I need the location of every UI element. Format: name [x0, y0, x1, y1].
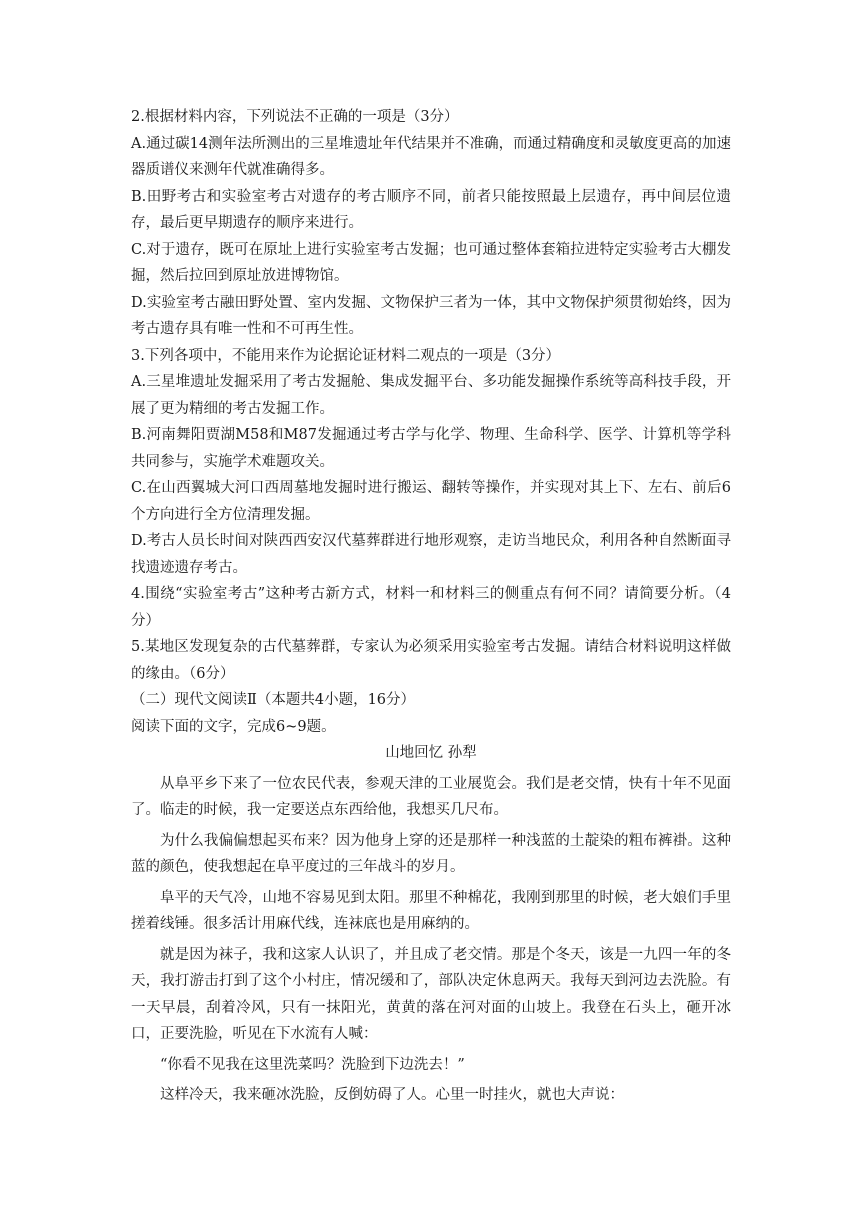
story-paragraph: 这样冷天，我来砸冰洗脸，反倒妨碍了人。心里一时挂火，就也大声说： [160, 1087, 624, 1103]
option-3c: C.在山西翼城大河口西周墓地发掘时进行搬运、翻转等操作，并实现对其上下、左右、前后6个方向进行全方位清理发掘。 [131, 480, 731, 523]
option-2a: A.通过碳14测年法所测出的三星堆遗址年代结果并不准确，而通过精确度和灵敏度更高的加速器质谱仪来测年代就准确得多。 [131, 135, 731, 178]
option-3b: B.河南舞阳贾湖M58和M87发掘通过考古学与化学、物理、生命科学、医学、计算机等学科共同参与，实施学术难题攻关。 [131, 427, 731, 470]
story-title: 山地回忆 孙犁 [385, 745, 477, 761]
option-3d: D.考古人员长时间对陕西西安汉代墓葬群进行地形观察，走访当地民众，利用各种自然断面寻找遗迹遗存考古。 [131, 533, 731, 576]
story-paragraph: 从阜平乡下来了一位农民代表，参观天津的工业展览会。我们是老交情，快有十年不见面了。临走的时候，我一定要送点东西给他，我想买几尺布。 [131, 775, 731, 818]
question-3: 3.下列各项中，不能用来作为论据论证材料二观点的一项是（3分） [131, 347, 561, 364]
section-instruction: 阅读下面的文字，完成6~9题。 [131, 718, 336, 735]
story-paragraph: 就是因为袜子，我和这家人认识了，并且成了老交情。那是个冬天，该是一九四一年的冬天，我打游击打到了这个小村庄，情况缓和了，部队决定休息两天。我每天到河边去洗脸。有一天早晨，刮着冷风，只有一抹阳光，黄黄的落在河对面的山坡上。我登在石头上，砸开冰口，正要洗脸，听见在下水流有人喊： [131, 946, 731, 1042]
question-5: 5.某地区发现复杂的古代墓葬群，专家认为必须采用实验室考古发掘。请结合材料说明这样做的缘由。（6分） [131, 639, 731, 682]
option-2b: B.田野考古和实验室考古对遗存的考古顺序不同，前者只能按照最上层遗存，再中间层位遗存，最后更早期遗存的顺序来进行。 [131, 188, 731, 231]
question-2: 2.根据材料内容，下列说法不正确的一项是（3分） [131, 109, 459, 125]
option-2d: D.实验室考古融田野处置、室内发掘、文物保护三者为一体，其中文物保护须贯彻始终，因为考古遗存具有唯一性和不可再生性。 [131, 294, 731, 337]
document-page [131, 104, 731, 1109]
section-heading: （二）现代文阅读Ⅱ（本题共4小题，16分） [131, 692, 416, 708]
story-paragraph: 为什么我偏偏想起买布来？因为他身上穿的还是那样一种浅蓝的土靛染的粗布裤褂。这种蓝的颜色，使我想起在阜平度过的三年战斗的岁月。 [131, 832, 731, 875]
story-paragraph: 阜平的天气冷，山地不容易见到太阳。那里不种棉花，我刚到那里的时候，老大娘们手里搓着线锤。很多活计用麻代线，连袜底也是用麻纳的。 [131, 889, 731, 932]
question-4: 4.围绕“实验室考古”这种考古新方式，材料一和材料三的侧重点有何不同？请简要分析。（4分） [131, 586, 731, 629]
option-3a: A.三星堆遗址发掘采用了考古发掘舱、集成发掘平台、多功能发掘操作系统等高科技手段，开展了更为精细的考古发掘工作。 [131, 374, 731, 417]
story-dialogue: “你看不见我在这里洗菜吗？洗脸到下边洗去！” [160, 1056, 465, 1073]
option-2c: C.对于遗存，既可在原址上进行实验室考古发掘；也可通过整体套箱拉进特定实验考古大棚发掘，然后拉回到原址放进博物馆。 [131, 241, 731, 284]
